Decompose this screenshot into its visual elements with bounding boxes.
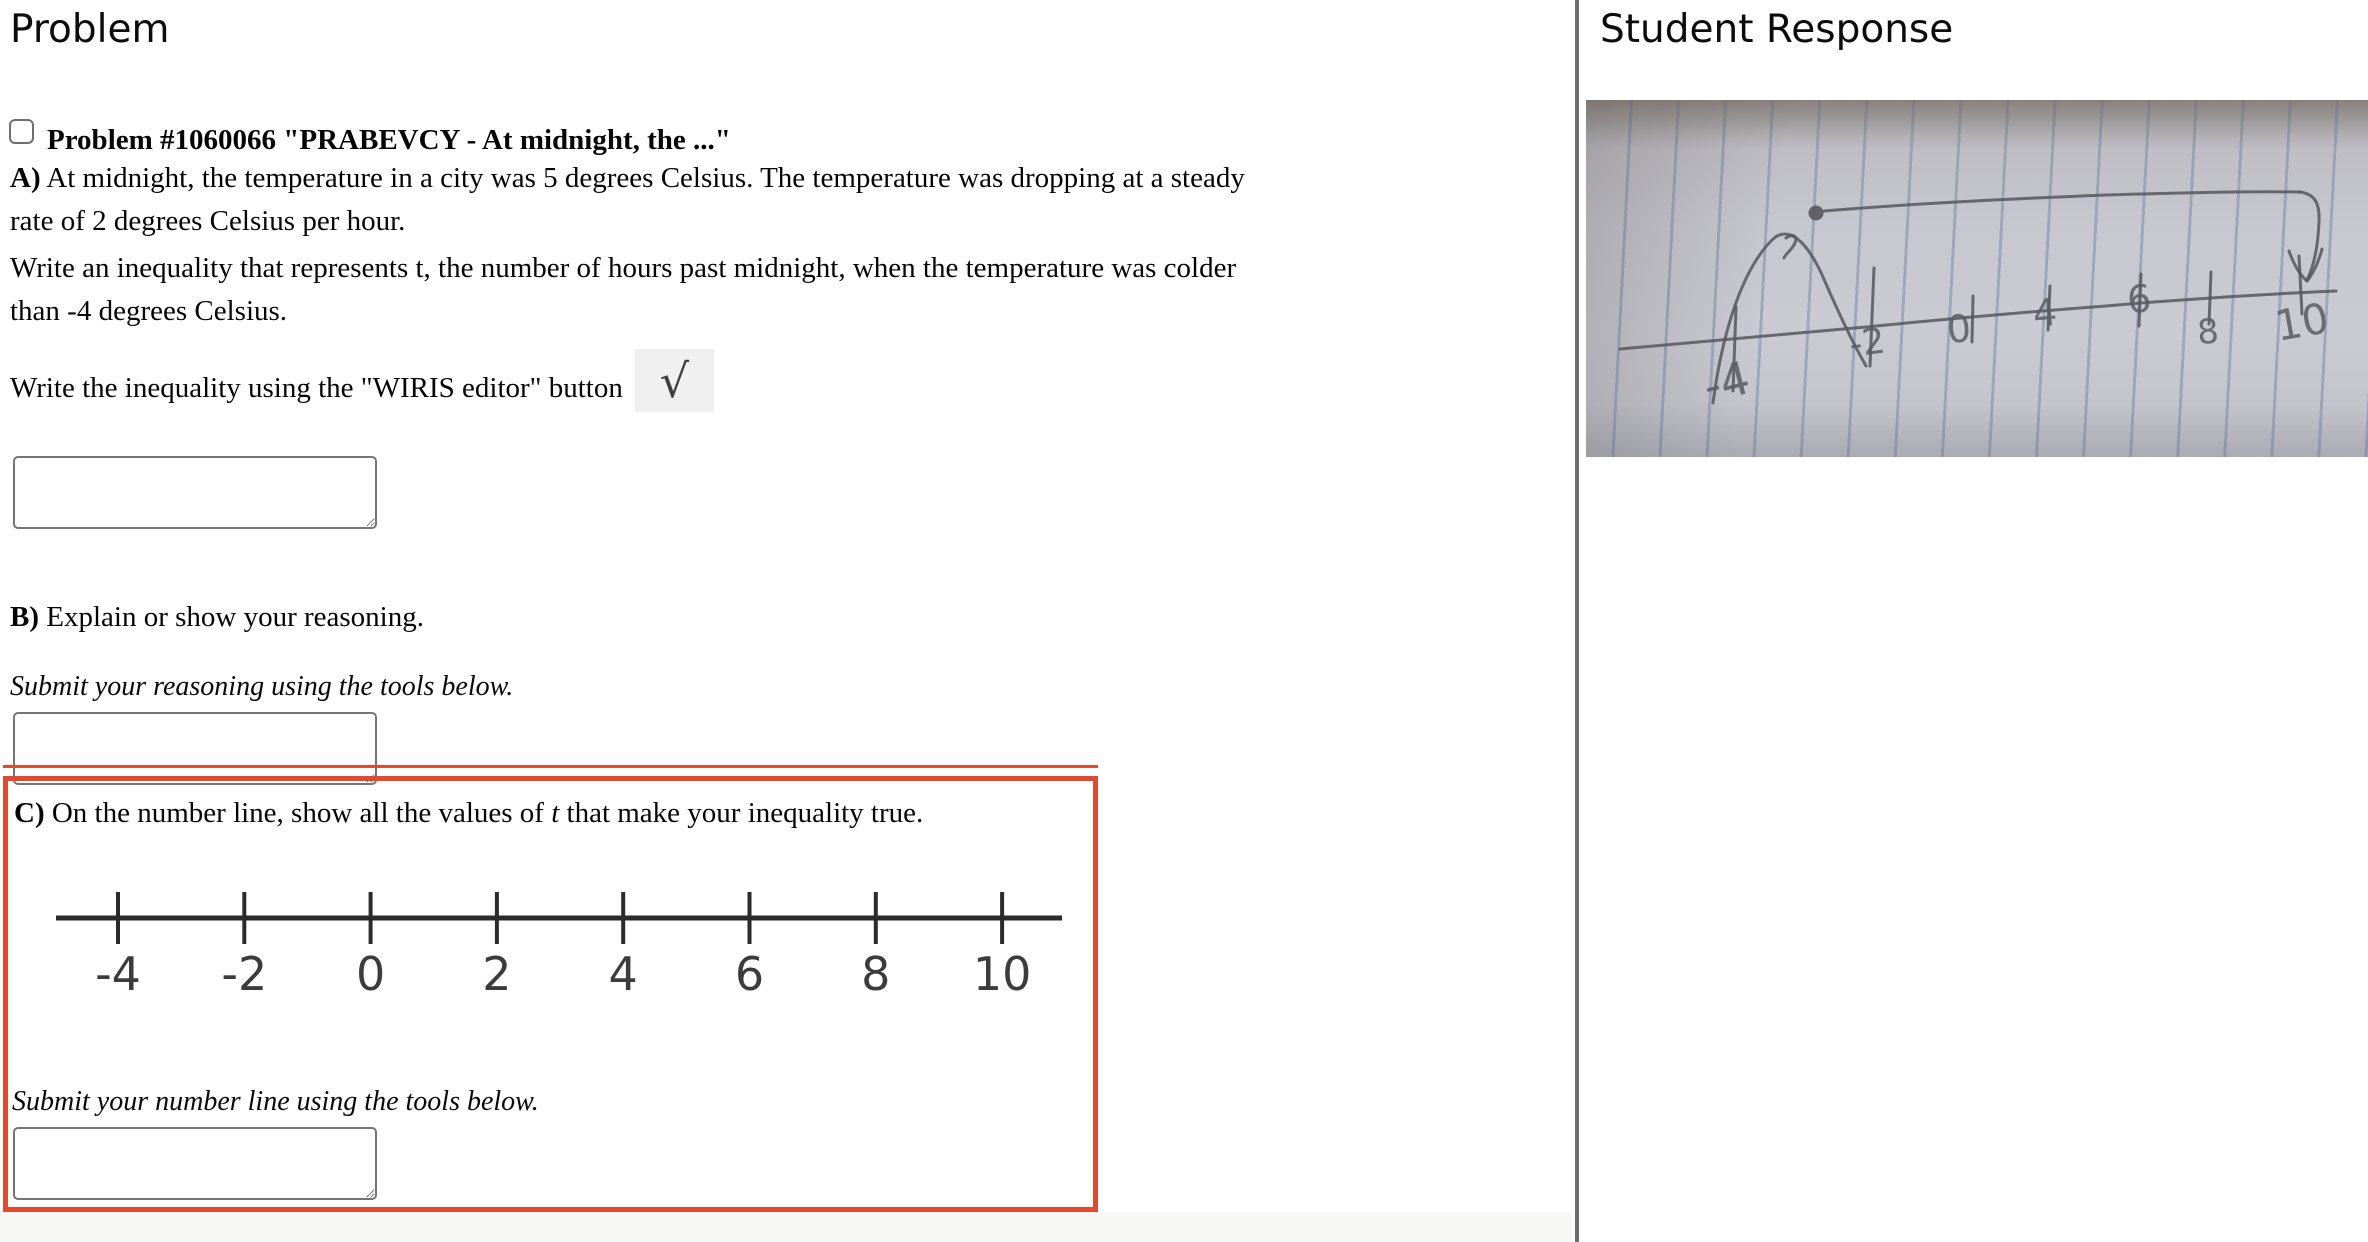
svg-text:4: 4: [608, 947, 638, 1001]
number-line-note: Submit your number line using the tools below.: [12, 1086, 539, 1117]
answer-input-part-c[interactable]: [13, 1127, 377, 1200]
svg-text:-4: -4: [1697, 350, 1756, 414]
part-a-line1: At midnight, the temperature in a city was 5 degrees Celsius. The temperature was dropping at a steady: [40, 162, 1245, 194]
svg-text:-2: -2: [221, 947, 268, 1001]
svg-text:-4: -4: [95, 947, 141, 1001]
student-drawing: [1586, 100, 2368, 457]
reasoning-note: Submit your reasoning using the tools below.: [10, 671, 514, 702]
part-a-line2: rate of 2 degrees Celsius per hour.: [10, 205, 406, 237]
problem-part-a: [10, 157, 1300, 243]
part-c-text-after: that make your inequality true.: [559, 797, 924, 829]
inequality-prompt-line2: than -4 degrees Celsius.: [10, 295, 288, 327]
svg-text:6: 6: [734, 947, 765, 1001]
square-root-icon: √: [659, 353, 690, 408]
highlight-top-line: [3, 765, 1098, 768]
wiris-row: [10, 348, 714, 412]
part-c-variable-t: t: [551, 797, 560, 829]
svg-text:10: 10: [972, 947, 1032, 1001]
wiris-editor-button-image: [635, 349, 714, 412]
panel-footer-strip: [0, 1212, 1571, 1242]
part-a-label: A): [10, 162, 41, 194]
svg-text:10: 10: [2271, 293, 2333, 351]
problem-part-b: [10, 596, 424, 639]
svg-text:-2: -2: [1846, 320, 1888, 366]
svg-text:6: 6: [2125, 276, 2153, 322]
svg-text:0: 0: [355, 947, 386, 1001]
inequality-prompt: [10, 247, 1300, 333]
answer-input-part-b[interactable]: [13, 712, 377, 785]
part-b-label: B): [10, 601, 39, 633]
answer-input-part-a[interactable]: [13, 456, 377, 529]
printed-number-line: [40, 878, 1080, 1008]
panel-divider: [1575, 0, 1579, 1242]
student-response-title: Student Response: [1600, 7, 1954, 52]
svg-text:0: 0: [1944, 306, 1973, 352]
problem-part-c: [14, 792, 1074, 835]
part-c-text-before: On the number line, show all the values of: [44, 797, 552, 829]
student-response-panel: [1580, 0, 2368, 1242]
svg-text:8: 8: [861, 947, 891, 1001]
problem-panel-title: Problem: [10, 7, 170, 52]
part-c-label: C): [14, 797, 45, 829]
problem-select-checkbox[interactable]: [9, 119, 34, 144]
svg-text:4: 4: [2030, 290, 2059, 336]
student-work-photo: [1586, 100, 2368, 457]
svg-text:2: 2: [482, 947, 512, 1001]
inequality-prompt-line1: Write an inequality that represents t, the number of hours past midnight, when the temperature was colder: [10, 252, 1237, 284]
part-b-text: Explain or show your reasoning.: [39, 601, 424, 633]
svg-text:8: 8: [2195, 311, 2221, 353]
problem-header: Problem #1060066 "PRABEVCY - At midnight, the ...": [47, 124, 731, 156]
wiris-prompt: Write the inequality using the "WIRIS editor" button: [10, 372, 623, 404]
